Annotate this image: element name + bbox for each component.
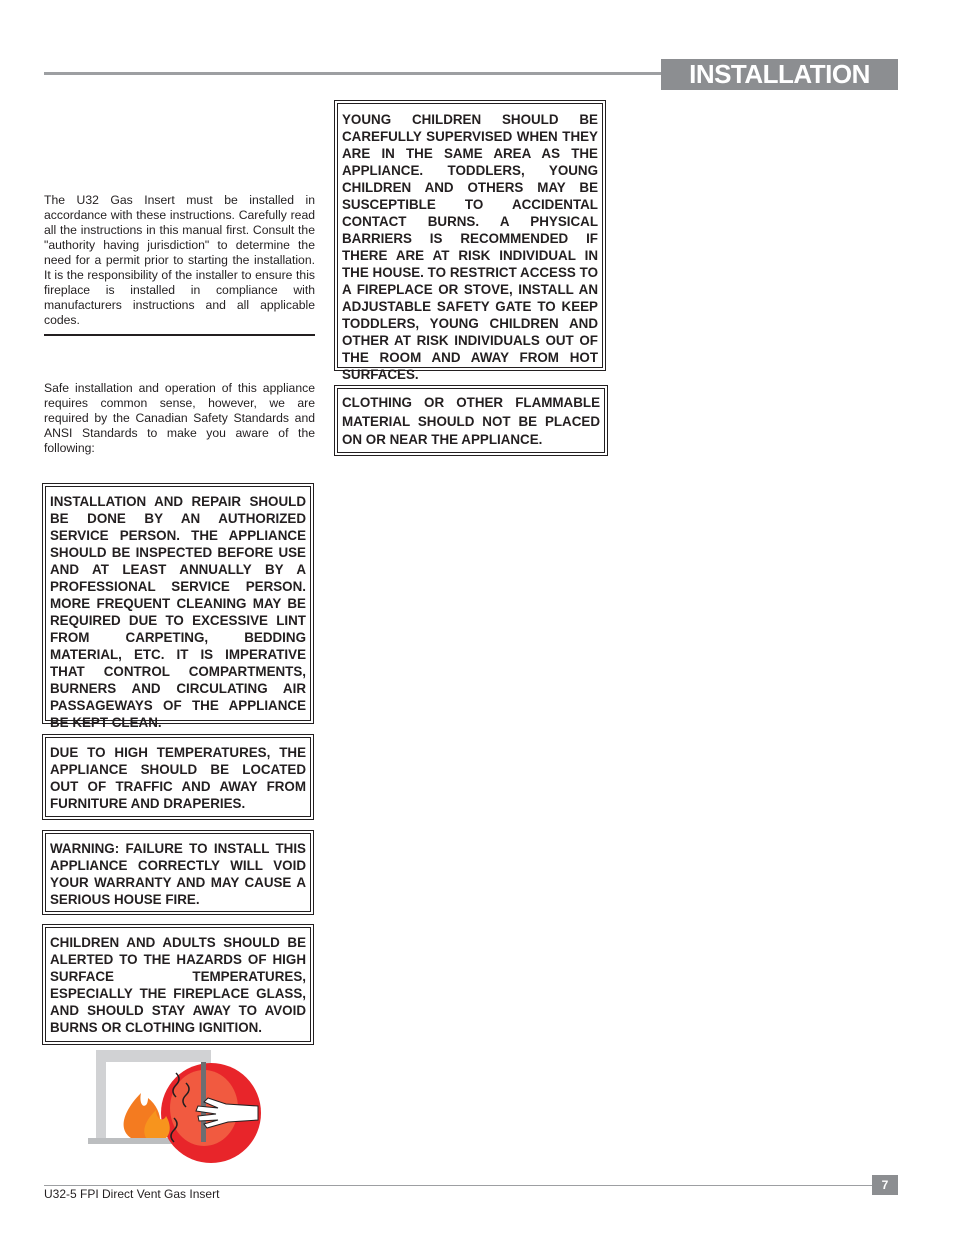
warning-box-authorized-service: INSTALLATION AND REPAIR SHOULD BE DONE BY AN AUTHORIZED SERVICE PERSON. THE APPLIANCE SHOULD BE INSPECTED BEFORE USE AND AT LEAST ANNUALLY BY A PROFESSIONAL SERVICE PERSON. MORE FREQUENT CLEANING MAY BE REQUIRED DUE TO EXCESSIVE LINT FROM CARPETING, BEDDING MATERIAL, ETC. IT IS IMPERATIVE THAT CONTROL COMPARTMENTS, BURNERS AND CIRCULATING AIR PASSAGEWAYS OF THE APPLIANCE BE KEPT CLEAN. [42,483,314,724]
header-rule [44,72,662,75]
section-title: INSTALLATION [661,59,898,90]
warning-box-flammable-material: CLOTHING OR OTHER FLAMMABLE MATERIAL SHOULD NOT BE PLACED ON OR NEAR THE APPLIANCE. [334,385,608,456]
footer-rule [44,1185,872,1186]
footer-document-name: U32-5 FPI Direct Vent Gas Insert [44,1187,220,1201]
warning-box-install-correctly: WARNING: FAILURE TO INSTALL THIS APPLIANCE CORRECTLY WILL VOID YOUR WARRANTY AND MAY CAUSE A SERIOUS HOUSE FIRE. [42,830,314,915]
page-number-badge: 7 [872,1175,898,1195]
intro-paragraph: The U32 Gas Insert must be installed in accordance with these instructions. Carefully read all the instructions in this manual first. Consult the "authority having jurisdiction" to determine the need for a permit prior to starting the installation. It is the responsibility of the installer to ensure this fireplace is installed in compliance with manufacturers instructions and all applicable codes. [44,193,315,327]
warning-box-high-temperatures: DUE TO HIGH TEMPERATURES, THE APPLIANCE SHOULD BE LOCATED OUT OF TRAFFIC AND AWAY FROM FURNITURE AND DRAPERIES. [42,734,314,820]
warning-box-hot-glass: CHILDREN AND ADULTS SHOULD BE ALERTED TO THE HAZARDS OF HIGH SURFACE TEMPERATURES, ESPECIALLY THE FIREPLACE GLASS, AND SHOULD STAY AWAY TO AVOID BURNS OR CLOTHING IGNITION. [42,924,314,1045]
warning-box-children-supervision: YOUNG CHILDREN SHOULD BE CAREFULLY SUPERVISED WHEN THEY ARE IN THE SAME AREA AS THE APPLIANCE. TODDLERS, YOUNG CHILDREN AND OTHERS MAY BE SUSCEPTIBLE TO ACCIDENTAL CONTACT BURNS. A PHYSICAL BARRIERS IS RECOMMENDED IF THERE ARE AT RISK INDIVIDUAL IN THE HOUSE. TO RESTRICT ACCESS TO A FIREPLACE OR STOVE, INSTALL AN ADJUSTABLE SAFETY GATE TO KEEP TODDLERS, YOUNG CHILDREN AND OTHER AT RISK INDIVIDUALS OUT OF THE ROOM AND AWAY FROM HOT SURFACES. [334,100,606,371]
safety-intro-paragraph: Safe installation and operation of this appliance requires common sense, however, we are required by the Canadian Safety Standards and ANSI Standards to make you aware of the following: [44,381,315,455]
hot-glass-burn-illustration [86,1048,261,1163]
section-divider [44,334,315,336]
